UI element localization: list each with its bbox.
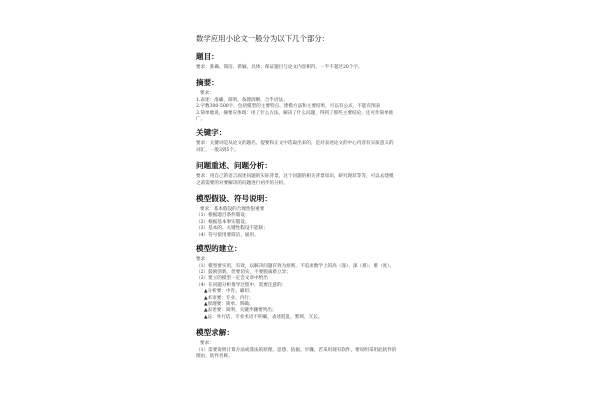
section-model-building	[196, 243, 426, 321]
section-line: 要求：基本假设的合理性很重要	[200, 207, 265, 213]
section-line: 2.字数300-500字，包括模型的主要特点、建模方法和主要结果，可以有公式，不能有图表	[196, 104, 381, 110]
section-line: （2）鼓励创新，但要切实，不要脱离新立异；	[196, 269, 291, 275]
section-line: 要求：关键词是从论文的题名、提要和正文中选取出来的，是对表述论文的中心内容有实质意义的	[196, 141, 394, 147]
section-title-requirements	[196, 51, 426, 71]
section-heading: 题目：	[196, 52, 219, 61]
section-line: 要求：	[196, 257, 210, 263]
section-line: 要求：准确、简洁、新颖、具体；保证题目与论文内容相符，一半不超过20个字。	[196, 65, 363, 70]
section-line: （2）根据基本事实假设；	[196, 219, 250, 225]
section-heading: 模型求解：	[196, 328, 234, 338]
section-model-solving	[196, 327, 426, 360]
section-line: （3）基本的、关键性假设不能缺；	[196, 226, 268, 232]
section-bullet: ▲表述要：简明，关键步骤要列出；	[204, 308, 277, 314]
section-line: 要求：	[200, 341, 214, 347]
document-title: 数学应用小论文一般分为以下几个部分：	[196, 34, 330, 43]
section-line: 词汇，一般3到5个。	[196, 147, 239, 153]
section-heading: 问题重述、问题分析：	[196, 161, 272, 171]
section-line: （3）建立的模型一定会文章中给出	[196, 276, 268, 282]
section-heading: 模型的建立：	[196, 244, 242, 254]
section-line: 1.表述：准确、简明、条理清晰、合乎语法；	[196, 97, 288, 103]
section-abstract	[196, 77, 426, 123]
section-bullet: ▲忌：外行话，专业术语不明确，表述混乱，繁琐，冗长。	[204, 314, 323, 320]
section-line: 广。	[196, 117, 206, 123]
section-line: 3.简单地说，摘要应体现：用了什么方法，解决了什么问题，得到了那些主要结论，还可作简单推	[196, 110, 394, 116]
section-line: （1）模型要实用，有效，以解决问题有效为原则。不追求数学上的高（深）、深（难）、难（度）。	[196, 263, 395, 269]
section-line: 之前需要的对要解决的问题进行初步的分析。	[196, 180, 288, 186]
section-line: 要求：	[200, 91, 214, 97]
section-line: （4）在问题分析推导过程中，需要注意的：	[196, 282, 287, 288]
section-bullet: ▲原理要：简单、明确；	[204, 301, 254, 307]
section-line: （1）根据题目条件假设；	[196, 213, 250, 219]
section-line: 理由，软件名称。	[196, 353, 233, 359]
section-heading: 关键字：	[196, 128, 227, 138]
section-model-assumptions	[196, 193, 426, 239]
section-heading: 摘要：	[196, 78, 219, 88]
section-problem-restatement	[196, 160, 426, 187]
section-bullet: ▲分析要：中肯、确切；	[204, 289, 254, 295]
document-body	[196, 34, 426, 364]
section-line: （4）符号使用要简洁、通用。	[196, 232, 259, 238]
section-line: （1）需要说明计算方法或算法的原理、思想、依据、步骤，若采用现有软件，要说明采用此软件的	[196, 347, 397, 353]
section-heading: 模型假设、符号说明：	[196, 194, 272, 204]
section-bullet: ▲术语要：专业、内行；	[204, 295, 254, 301]
section-line: 要求：用自己的语言叙述问题的实际背景，这个问题的相关背景知识，研究现状等等，可以去建模	[196, 174, 394, 180]
section-keywords	[196, 127, 426, 154]
